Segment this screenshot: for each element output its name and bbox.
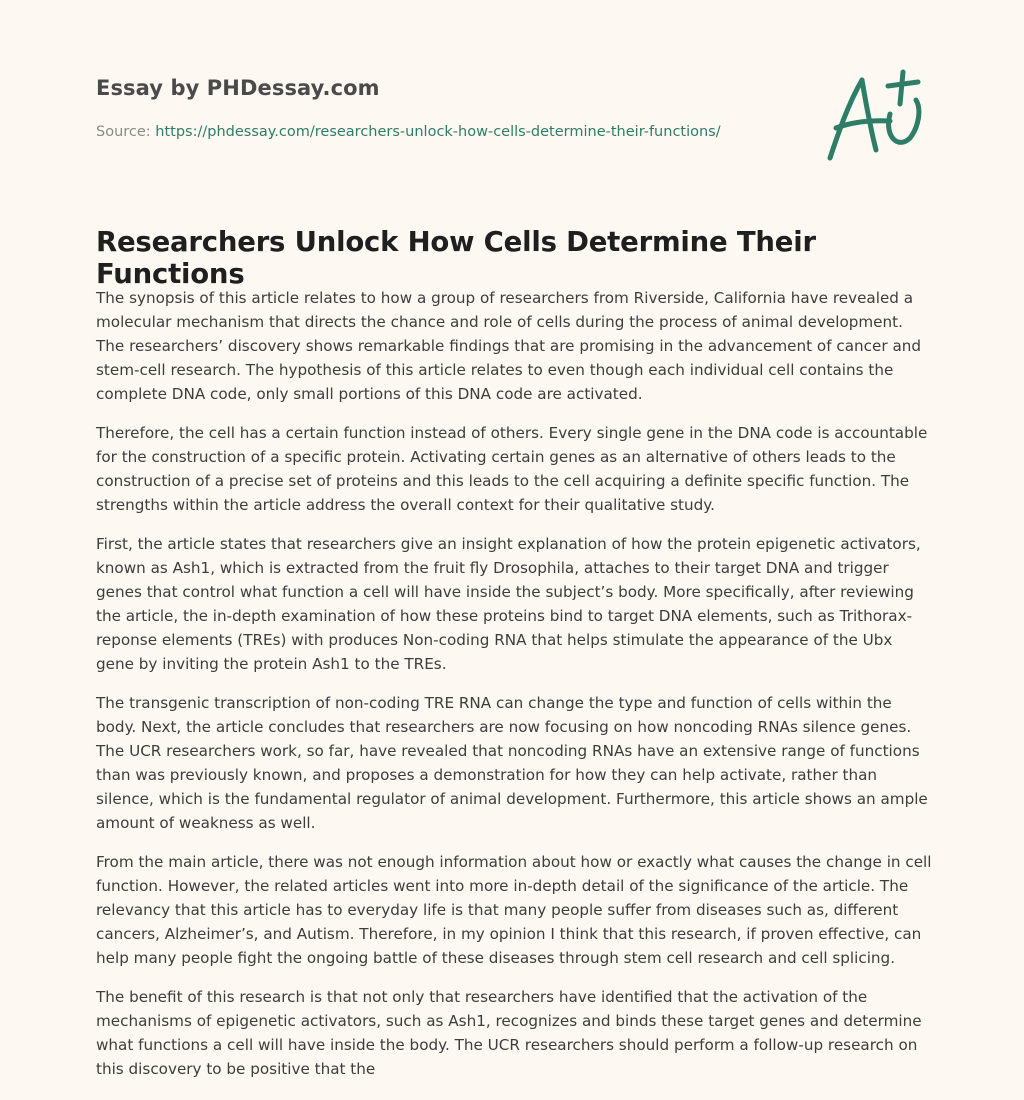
a-plus-logo-icon xyxy=(818,64,930,168)
article-paragraph: The transgenic transcription of non-coding TRE RNA can change the type and function of cells within the body. Next, the article concludes that researchers are now focusing on how noncoding RNAs silence genes. The UCR researchers work, so far, have revealed that noncoding RNAs have an extensive range of functions than was previously known, and proposes a demonstration for how they can help activate, rather than silence, which is the fundamental regulator of animal development. Furthermore, this article shows an ample amount of weakness as well. xyxy=(96,694,928,832)
article-paragraph: The synopsis of this article relates to how a group of researchers from Riverside, California have revealed a molecular mechanism that directs the chance and role of cells during the process of animal development. The researchers’ discovery shows remarkable findings that are promising in the advancement of cancer and stem-cell research. The hypothesis of this article relates to even though each individual cell contains the complete DNA code, only small portions of this DNA code are activated. xyxy=(96,289,922,403)
article-body xyxy=(96,286,934,1096)
source-label: Source: xyxy=(96,124,156,140)
article-paragraph: Therefore, the cell has a certain function instead of others. Every single gene in the DNA code is accountable for the construction of a specific protein. Activating certain genes as an alternative of others leads to the construction of a precise set of proteins and this leads to the cell acquiring a definite specific function. The strengths within the article address the overall context for their qualitative study. xyxy=(96,424,928,514)
source-line xyxy=(96,124,816,140)
source-link[interactable]: https://phdessay.com/researchers-unlock-how-cells-determine-their-functions/ xyxy=(155,124,721,140)
article-paragraph: First, the article states that researchers give an insight explanation of how the protein epigenetic activators, known as Ash1, which is extracted from the fruit fly Drosophila, attaches to their target DNA and trigger genes that control what function a cell will have inside the subject’s body. More specifically, after reviewing the article, the in-depth examination of how these proteins bind to target DNA elements, such as Trithorax-reponse elements (TREs) with produces Non-coding RNA that helps stimulate the appearance of the Ubx gene by inviting the protein Ash1 to the TREs. xyxy=(96,535,921,673)
article-title: Researchers Unlock How Cells Determine Their Functions xyxy=(96,226,816,290)
article-paragraph: The benefit of this research is that not only that researchers have identified that the activation of the mechanisms of epigenetic activators, such as Ash1, recognizes and binds these target genes and determine what functions a cell will have inside the body. The UCR researchers should perform a follow-up research on this discovery to be positive that the xyxy=(96,988,922,1078)
site-brand: Essay by PHDessay.com xyxy=(96,76,380,100)
article-paragraph: From the main article, there was not enough information about how or exactly what causes the change in cell function. However, the related articles went into more in-depth detail of the significance of the article. The relevancy that this article has to everyday life is that many people suffer from diseases such as, different cancers, Alzheimer’s, and Autism. Therefore, in my opinion I think that this research, if proven effective, can help many people fight the ongoing battle of these diseases through stem cell research and cell splicing. xyxy=(96,853,932,967)
page-header xyxy=(96,76,816,140)
